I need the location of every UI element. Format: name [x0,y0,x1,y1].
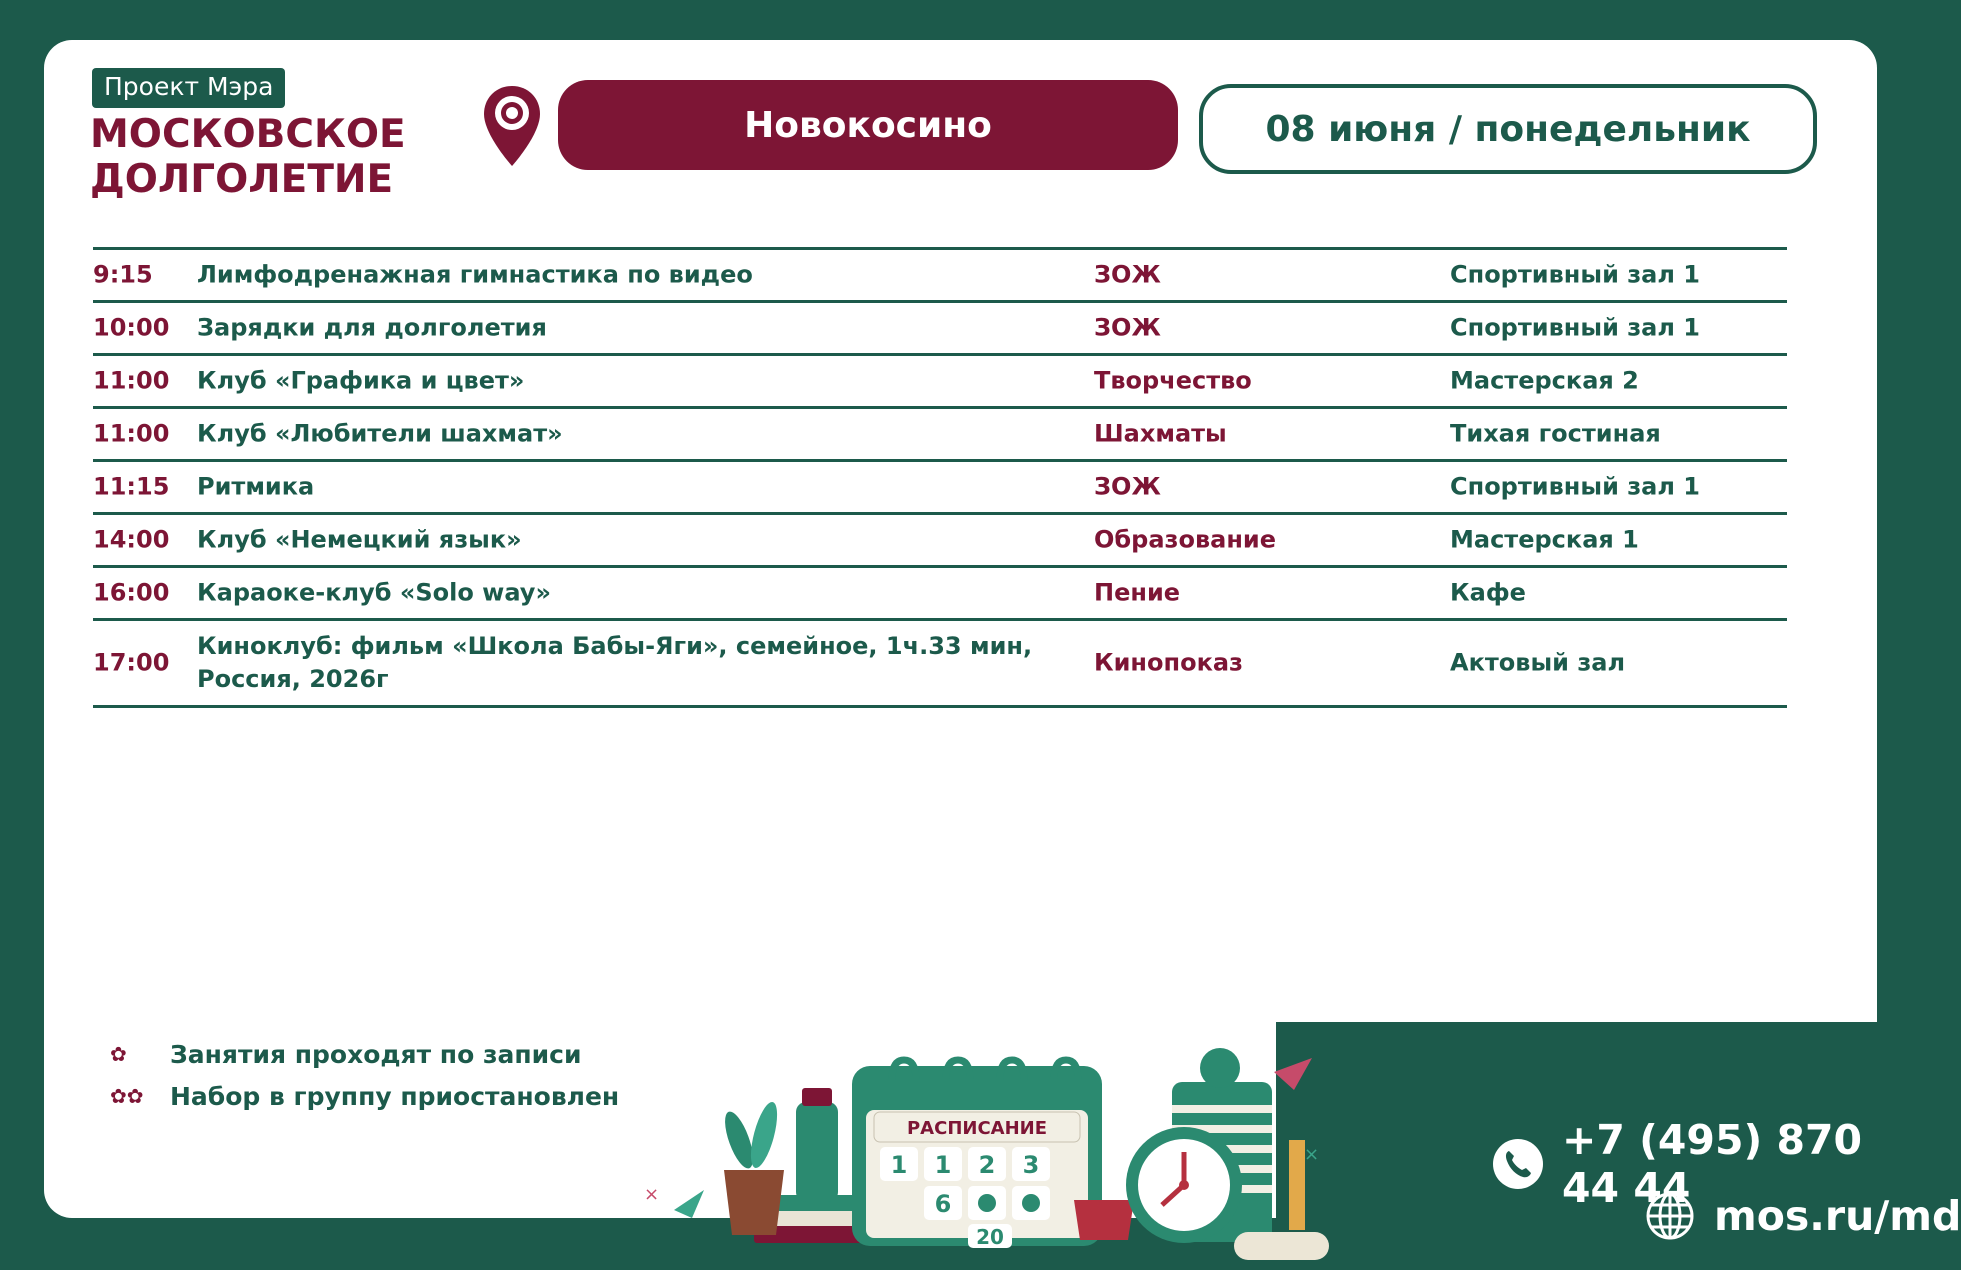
schedule-table [93,247,1787,708]
row-room: Кафе [1450,578,1526,607]
row-time: 9:15 [93,260,153,289]
schedule-row [93,409,1787,462]
row-category: Творчество [1094,366,1252,395]
row-time: 10:00 [93,313,170,342]
calendar-title: РАСПИСАНИЕ [906,1118,1048,1139]
row-time: 17:00 [93,648,170,677]
svg-text:×: × [644,1184,660,1205]
site-link[interactable]: mos.ru/md [1714,1192,1961,1240]
site-contact [1644,1190,1961,1242]
svg-text:20: 20 [976,1225,1004,1249]
schedule-row [93,303,1787,356]
row-title: Киноклуб: фильм «Школа Бабы-Яги», семейное, 1ч.33 мин, Россия, 2026г [197,632,1033,693]
svg-text:1: 1 [890,1151,908,1179]
location-label: Новокосино [558,80,1178,170]
row-room: Спортивный зал 1 [1450,260,1701,289]
row-category: Образование [1094,525,1277,554]
flower-icon: ✿ [110,1042,127,1066]
row-room: Тихая гостиная [1450,419,1661,448]
row-room: Спортивный зал 1 [1450,472,1701,501]
date-label: 08 июня / понедельник [1199,84,1817,174]
row-time: 14:00 [93,525,170,554]
legend-text: Занятия проходят по записи [170,1040,582,1069]
schedule-card [44,40,1961,1249]
phone-icon [1492,1138,1544,1190]
row-room: Спортивный зал 1 [1450,313,1701,342]
svg-text:6: 6 [934,1190,952,1218]
svg-text:2: 2 [978,1151,996,1179]
svg-text:×: × [1304,1144,1320,1165]
row-title: Зарядки для долголетия [197,313,547,342]
row-room: Мастерская 1 [1450,525,1639,554]
row-category: ЗОЖ [1094,472,1161,501]
row-time: 11:00 [93,419,170,448]
row-category: Шахматы [1094,419,1227,448]
schedule-row [93,250,1787,303]
row-title: Клуб «Графика и цвет» [197,366,525,395]
schedule-row [93,621,1787,708]
row-time: 11:15 [93,472,170,501]
row-category: ЗОЖ [1094,313,1161,342]
svg-text:3: 3 [1022,1151,1040,1179]
location-pin-icon [481,83,543,169]
svg-text:1: 1 [934,1151,952,1179]
phone-number[interactable]: +7 (495) 870 44 44 [1562,1116,1863,1212]
row-time: 11:00 [93,366,170,395]
legend-text: Набор в группу приостановлен [170,1082,620,1111]
logo-line-1: МОСКОВСКОЕ [90,112,406,157]
row-time: 16:00 [93,578,170,607]
logo-line-2: ДОЛГОЛЕТИЕ [90,157,394,202]
row-category: Пение [1094,578,1181,607]
double-flower-icon: ✿✿ [110,1084,144,1108]
row-title: Клуб «Немецкий язык» [197,525,522,554]
row-room: Мастерская 2 [1450,366,1639,395]
globe-icon [1644,1190,1696,1242]
row-title: Караоке-клуб «Solo way» [197,578,551,607]
row-room: Актовый зал [1450,648,1626,677]
schedule-row [93,515,1787,568]
row-title: Лимфодренажная гимнастика по видео [197,260,753,289]
schedule-row [93,462,1787,515]
logo-title [90,112,406,202]
row-category: Кинопоказ [1094,648,1244,677]
calendar-clock-illustration [634,1010,1334,1270]
schedule-row [93,356,1787,409]
project-badge: Проект Мэра [92,68,285,108]
row-category: ЗОЖ [1094,260,1161,289]
schedule-row [93,568,1787,621]
row-title: Ритмика [197,472,315,501]
row-title: Клуб «Любители шахмат» [197,419,563,448]
